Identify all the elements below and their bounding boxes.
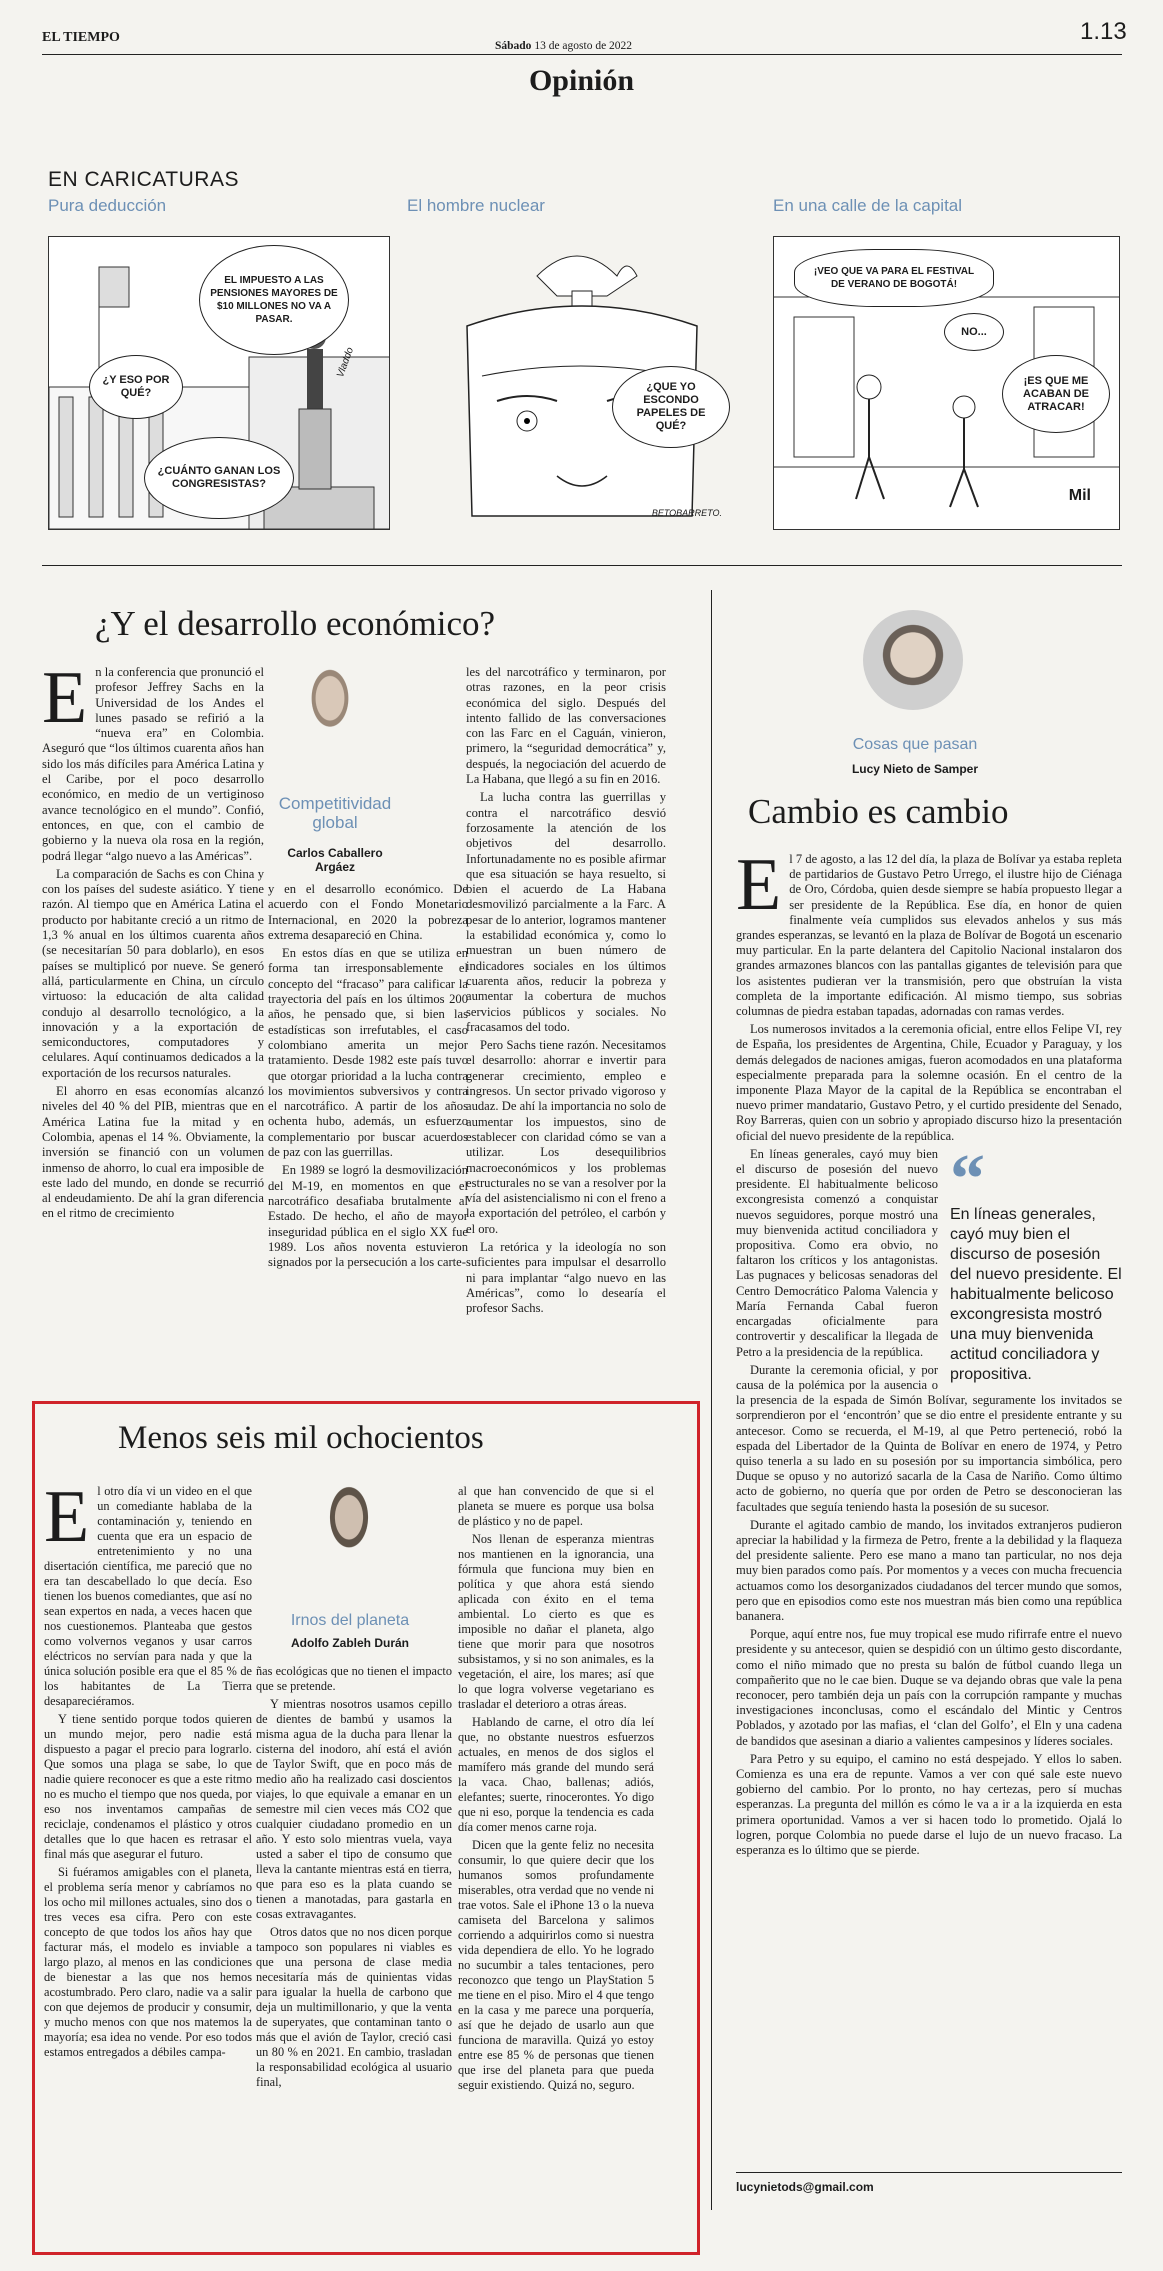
article3-top-p2: En líneas generales, cayó muy bien el discurso de posesión del nuevo presidente. El habitualmente belicoso excongresista comenzó a conquistar nuevos seguidores, porque mostró una muy bienvenida actitud conciliadora y propositiva. Como era obvio, no faltaron los críticos y los antagonistas. Las pugnaces y belicosas senadoras del Centro Democrático Paloma Valencia y María Fernanda Cabal fueron encargadas oficialmente para controvertir y descalificar la llegada de Petro a la presidencia de la república. bbox=[736, 1146, 938, 1359]
article2-dropcap: E bbox=[44, 1476, 90, 1558]
article2-col3-p1: Nos llenan de esperanza mientras nos mantienen en la ignorancia, una fórmula que funciona muy bien en política y que ahora está siendo aplicada con éxito en el tema ambiental. Lo cierto es que es imposible no dañar el planeta, algo tiene que morir para que nosotros subsistamos, y si no son animales, es la vegetación, el aire, los mares; así que lo que logra volverse vegetariano es trasladar el deterioro a otras áreas. bbox=[458, 1532, 654, 1711]
section-divider bbox=[42, 565, 1122, 566]
quote-icon: “ bbox=[950, 1140, 985, 1218]
cartoon-hombre-nuclear bbox=[407, 236, 752, 528]
date-line bbox=[495, 40, 632, 52]
header-rule bbox=[42, 54, 1122, 55]
cartoon2-title: El hombre nuclear bbox=[407, 196, 545, 215]
email-rule bbox=[736, 2172, 1122, 2173]
article3-bottom-p2: Para Petro y su equipo, el camino no está despejado. Y ellos lo saben. Comienza es una era de repunte. Vamos a ver con qué sale este nuevo gobierno del cambio. Por lo pronto, no hay certezas, pero sí muchas esperanzas. La pregunta del millón es cómo le va a ir a la izquierda en esta primera oportunidad. Vamos a ver si hacen todo lo prometido. Ojalá lo logren, porque Colombia no puede darse el lujo de un nuevo fracaso. La esperanza es lo último que se pierde. bbox=[736, 1751, 1122, 1857]
article1-col3 bbox=[466, 665, 666, 1365]
caricaturas-label: EN CARICATURAS bbox=[48, 168, 239, 191]
cartoon3-bubble-no: NO... bbox=[944, 313, 1004, 351]
article2-col2-p0: ñas ecológicas que no tienen el impacto que se pretende. bbox=[256, 1664, 452, 1693]
article3-top-p0: l 7 de agosto, a las 12 del día, la plaza de Bolívar ya estaba repleta de partidarios de Gustavo Petro Urrego, el ilustre hijo de Ciénaga de Oro, Córdoba, quien desde siempre se había propuesto llegar a ser presidente de la República. Ese día, en honor de quien finalmente veía cumplidos sus elevados anhelos y sus más grandes esperanzas, se levantó en la plaza de Bolívar de Bogotá un escenario muy particular. En la parte delantera del Capitolio Nacional instalaron dos grandes armazones blancos con las pantallas gigantes de televisión para que los asistentes pudieran ver la transmisión, pero que obstruían la vista completa de la importante edificación. Al mismo tiempo, sus sobrias columnas de piedra estaban tapadas, adornadas con ramas verdes. bbox=[736, 852, 1122, 1019]
article3-quote-text: En líneas generales, cayó muy bien el discurso de posesión del nuevo presidente. El habitualmente belicoso excongresista mostró una muy bienvenida actitud conciliadora y propositiva. bbox=[950, 1205, 1122, 1383]
article1-column-name: Competitividad global bbox=[278, 794, 392, 832]
article3-dropcap: E bbox=[736, 844, 782, 926]
article1-col2-p0: y en el desarrollo económico. De acuerdo con el Fondo Monetario Internacional, en 2020 la pobreza extrema desapareció en China. bbox=[268, 882, 468, 942]
cartoon3-signature: Mil bbox=[1068, 487, 1091, 504]
article2-col2 bbox=[256, 1664, 452, 2244]
article3-title: Cambio es cambio bbox=[748, 792, 1009, 831]
article1-col1-p2: El ahorro en esas economías alcanzó niveles del 40 % del PIB, mientras que en América Latina fue la mitad y en Colombia, apenas el 14 %. Obviamente, la inversión se financió con un volumen inmenso de ahorro, lo cual era imposible de este lado del mundo, en donde se recurrió al endeudamiento. De ahí la gran diferencia en el ritmo de crecimiento bbox=[42, 1084, 264, 1221]
article3-bottom-p0: Durante el agitado cambio de mando, los invitados extranjeros pudieron apreciar la habilidad y la firmeza de Petro, frente a la debilidad y la flaqueza del presidente saliente. Pero ese mano a mano tan particular, no nos deja muy bien parados como país. Por momentos y a veces con mucha frecuencia actuamos como los desorganizados ciudadanos del tercer mundo que somos, pero que en episodios como este nos muestran más bien como una república bananera. bbox=[736, 1517, 1122, 1623]
article2-col1-p0: l otro día vi un video en el que un comediante hablaba de la contaminación y, teniendo en cuenta que era un espacio de entretenimiento y no una disertación científica, me pareció que no era tan descabellado lo que decía. Eso tienen los buenos comediantes, que así no sean expertos en nada, a veces hacen que nos cuestionemos. Planteaba que gestos como volvernos veganos y usar carros eléctricos no servían para nada y que la única solución posible era que el 85 % de los habitantes de La Tierra desapareciéramos. bbox=[44, 1484, 252, 1708]
article1-dropcap: E bbox=[42, 657, 88, 739]
article2-col2-p2: Otros datos que no nos dicen porque tampoco son populares ni viables es que una persona de clase media necesitaría más de quinientas vidas para igualar la huella de carbono que deja un multimillonario, y que la venta de superyates, que contaminan tanto o más que el avión de Taylor, creció casi un 80 % en 2021. En cambio, trasladan la responsabilidad ecológica al usuario final, bbox=[256, 1925, 452, 2089]
article1-col1 bbox=[42, 657, 264, 1365]
article1-author: Carlos Caballero Argáez bbox=[287, 846, 383, 874]
cartoon2-bubble-papeles: ¿QUE YO ESCONDO PAPELES DE QUÉ? bbox=[612, 366, 730, 448]
article2-col3-p3: Dicen que la gente feliz no necesita consumir, lo que quiere decir que los humanos somos profundamente miserables, otra verdad que no vende ni trae votos. Sale el iPhone 13 o la nueva camiseta del Barcelona y salimos corriendo a adquirirlos como si nuestra vida dependiera de ello. Yo he logrado no sucumbir a tales tentaciones, pero reconozco que tengo un PlayStation 5 me tiene en el piso. Miro el 4 que tengo en la casa y me parece una porquería, así que he dejado de usarlo aun que funciona de maravilla. Quizá yo estoy entre ese 85 % de personas que tienen que irse del planeta para que pueda seguir existiendo. Quizá no, seguro. bbox=[458, 1838, 654, 2092]
cartoon1-signature: Vladdo bbox=[334, 345, 356, 380]
date-day: Sábado bbox=[495, 40, 532, 52]
article3-column-name: Cosas que pasan bbox=[852, 736, 978, 753]
article2-col2-p1: Y mientras nosotros usamos cepillo de dientes de bambú y usamos la misma agua de la ducha para llenar la cisterna del inodoro, ahí está el avión de Taylor Swift, que en poco más de medio año ha realizado casi doscientos viajes, lo que equivale a emanar en un semestre mil cien veces más CO2 que cualquier ciudadano promedio en un año. Y esto solo mientras vuela, vaya usted a saber el tipo de consumo que lleva la cantante mientras está en tierra, que para eso es la plata cuando se tienen a manotadas, para gastarla en cosas extravagantes. bbox=[256, 1697, 452, 1921]
page-number: 1.13 bbox=[1080, 18, 1127, 45]
article2-col3-p2: Hablando de carne, el otro día leí que, no obstante nuestros esfuerzos actuales, en menos de dos siglos el mamífero más grande del mundo será la vaca. Chao, ballenas; adiós, elefantes; suerte, rinocerontes. Yo digo que ni eso, porque la tendencia es cada día comer menos carne roja. bbox=[458, 1715, 654, 1834]
article2-author-photo bbox=[310, 1484, 388, 1579]
article3-email: lucynietods@gmail.com bbox=[736, 2180, 874, 2194]
article3-top-p1: Los numerosos invitados a la ceremonia oficial, entre ellos Felipe VI, rey de España, los presidentes de Argentina, Chile, Ecuador y Paraguay, y los demás delegados de naciones amigas, fueron acomodados en una plataforma especialmente preparada para la solemne ocasión. En el centro de la imponente Plaza Mayor de la capital de la República se encontraban el nuevo primer mandatario, Gustavo Petro, y el curtido presidente del Senado, Roy Barreras, quien con un sobrio y apropiado discurso hizo la presentación oficial del nuevo presidente de la república. bbox=[736, 1022, 1122, 1143]
cartoon2-signature: BETOBARRETO. bbox=[651, 508, 722, 518]
article1-col3-p3: La retórica y la ideología no son suficientes para impulsar el desarrollo ni para implantar “algo nuevo en las Américas”, como lo desearía el profesor Sachs. bbox=[466, 1239, 666, 1316]
cartoon3-bubble-festival: ¡VEO QUE VA PARA EL FESTIVAL DE VERANO DE BOGOTÁ! bbox=[794, 249, 994, 307]
cartoon-calle-capital bbox=[773, 236, 1120, 530]
article3-pullquote bbox=[950, 1140, 1122, 1385]
cartoon1-title: Pura deducción bbox=[48, 196, 167, 215]
cartoon3-bubble-atracar: ¡ES QUE ME ACABAN DE ATRACAR! bbox=[1002, 355, 1110, 433]
article2-col3-p0: al que han convencido de que si el planeta se muere es porque usa bolsa de plástico y no de papel. bbox=[458, 1484, 654, 1528]
column-divider bbox=[711, 590, 712, 2210]
article1-col2-p2: En 1989 se logró la desmovilización del M-19, en momentos en que el narcotráfico desafiaba brutalmente al Estado. De hecho, el año de mayor inseguridad pública en el siglo XX fue 1989. Los años noventa estuvieron signados por la persecución a los carte- bbox=[268, 1163, 468, 1270]
article2-col1-p2: Si fuéramos amigables con el planeta, el problema sería menor y cabríamos no los ocho mil millones actuales, sino dos o tres veces esa cifra. Pero con este concepto de que todos los años hay que facturar más, el modelo es inviable a largo plazo, al menos en las condiciones de bienestar a las que nos hemos acostumbrado. Pero claro, nadie va a salir con que dejemos de producir y consumir, y mucho menos con que nos matemos la mayoría; esa idea no vende. Por eso todos estamos entregados a débiles campa- bbox=[44, 1865, 252, 2059]
article2-column-name: Irnos del planeta bbox=[290, 1612, 410, 1629]
cartoon1-bubble-por-que: ¿Y ESO POR QUÉ? bbox=[89, 355, 183, 419]
article2-col3 bbox=[458, 1484, 654, 2244]
article1-col3-p0: les del narcotráfico y terminaron, por otras razones, en la peor crisis económica del siglo. Después del intento fallido de las conversaciones con las Farc en el Caguán, vinieron, primero, la “seguridad democrática” y, después, la negociación del acuerdo de La Habana, que llegó a su fin en 2016. bbox=[466, 665, 666, 787]
article3-top-p3: Durante la ceremonia oficial, y por causa de la polémica por la ausencia o la presencia de la espada de Simón Bolívar, seguramente los invitados se sorprendieron por el ‘encontrón’ que se dio entre el presidente entrante y su antecesor. Como se recuerda, el M-19, al que Petro perteneció, robó la espada del Libertador de la Quinta de Bolívar en enero de 1974, y Petro quiso tenerla a su lado en su posesión por su importancia simbólica, pero Duque se opuso y no autorizó sacarla de la Casa de Nariño. Como último acto de gobierno, no quería que por orden de Petro se desconocieran las facultades que seguía teniendo hasta la posesión de su sucesor. bbox=[736, 1362, 1122, 1514]
article1-col3-p1: La lucha contra las guerrillas y contra el narcotráfico desvió forzosamente la atención de los objetivos del desarrollo. Infortunadamente no es posible afirmar que esa situación se haya resuelto, si bien el acuerdo de La Habana desmovilizó parcialmente a la Farc. A pesar de lo anterior, logramos mantener la estabilidad económica y, como lo muestran un buen número de indicadores sociales en los últimos cuarenta años, reducir la pobreza y aumentar la cobertura de muchos servicios públicos y sociales. No fracasamos del todo. bbox=[466, 790, 666, 1034]
date-rest: 13 de agosto de 2022 bbox=[534, 40, 633, 52]
masthead: EL TIEMPO bbox=[42, 30, 120, 45]
article1-col2-p1: En estos días en que se utiliza en forma tan irresponsablemente el concepto del “fracaso” para calificar la trayectoria del país en los últimos 200 años, he pensado que, si bien las estadísticas son irrefutables, el caso colombiano amerita un mejor tratamiento. Desde 1982 este país tuvo que otorgar prioridad a la lucha contra los movimientos subversivos y contra el narcotráfico. A partir de los años ochenta hubo, además, un esfuerzo complementario por buscar acuerdos de paz con las guerrillas. bbox=[268, 946, 468, 1160]
article3-bottom-p1: Porque, aquí entre nos, fue muy tropical ese mudo rifirrafe entre el nuevo presidente y su antecesor, quien se despidió con un último gesto discordante, como el niño mimado que no presta su balón de fútbol cuando llega un compañerito que no le cae bien. Duque se va dejando obras que vale la pena reconocer, pero también deja un país con la corrupción rampante y muchas investigaciones inconclusas, como el escándalo del Mintic y Centros Poblados, y azotado por las mafias, el ‘clan del Golfo’, el Eln y una cadena de bandidos que asesinan a diario a valientes campesinos y líderes sociales. bbox=[736, 1627, 1122, 1748]
article1-author-photo bbox=[290, 665, 370, 760]
article1-col1-p1: La comparación de Sachs es con China y con los países del sudeste asiático. Y tiene razón. Al tiempo que en América Latina el producto por habitante creció a un ritmo de 1,3 % anual en los últimos cuarenta años (se necesitarían 50 para doblarlo), en esos países se multiplicó por nueve. Se generó allá, particularmente en China, un círculo virtuoso: la educación de alta calidad condujo al desarrollo tecnológico, a la innovación y a la exportación de semiconductores, computadores y celulares. Aquí continuamos dedicados a la exportación de los recursos naturales. bbox=[42, 866, 264, 1080]
section-title: Opinión bbox=[528, 64, 635, 97]
cartoon3-title: En una calle de la capital bbox=[773, 196, 963, 215]
cartoon1-bubble-pensiones: EL IMPUESTO A LAS PENSIONES MAYORES DE $10 MILLONES NO VA A PASAR. bbox=[199, 245, 349, 355]
article2-author: Adolfo Zableh Durán bbox=[291, 1636, 409, 1650]
cartoon-pura-deduccion bbox=[48, 236, 390, 530]
article1-col2 bbox=[268, 882, 468, 1362]
article3-author-photo bbox=[863, 610, 963, 710]
article2-title: Menos seis mil ochocientos bbox=[118, 1420, 484, 1456]
article2-col1 bbox=[44, 1476, 252, 2244]
article1-col3-p2: Pero Sachs tiene razón. Necesitamos el desarrollo: ahorrar e invertir para generar crecimiento, empleo e ingresos. Un sector privado vigoroso y audaz. De ahí la importancia no solo de aumentar los impuestos, sino de establecer con claridad cómo se van a utilizar. Los desequilibrios macroeconómicos y los problemas estructurales no se van a resolver por la vía del asistencialismo ni con el freno a la exportación del petróleo, el carbón y el oro. bbox=[466, 1038, 666, 1236]
article1-col1-p0: n la conferencia que pronunció el profesor Jeffrey Sachs en la Universidad de los Andes el lunes pasado se refirió a la “nueva era” en Colombia. Aseguró que “los últimos cuarenta años han sido los más difíciles para América Latina y el Caribe, por el poco desarrollo económico, en medio de un vertiginoso avance tecnológico en el mundo”. Confió, entonces, en que, con el cambio de gobierno y la nueva ola rosa en la región, podrá llegar “algo nuevo a las Américas”. bbox=[42, 665, 264, 863]
cartoon1-bubble-congresistas: ¿CUÁNTO GANAN LOS CONGRESISTAS? bbox=[144, 437, 294, 519]
article1-title: ¿Y el desarrollo económico? bbox=[95, 604, 496, 643]
article3-author: Lucy Nieto de Samper bbox=[851, 762, 979, 776]
article3-col-top bbox=[736, 844, 1122, 1857]
article2-col1-p1: Y tiene sentido porque todos quieren un mundo mejor, pero nadie está dispuesto a pagar el precio para lograrlo. Que somos una plaga se sabe, lo que nadie quiere reconocer es que a este ritmo no es mucho el tiempo que nos queda, por eso nos inventamos campañas de reciclaje, condenamos el plástico y otros detalles que lo que hacen es retrasar el final más que asegurar el futuro. bbox=[44, 1712, 252, 1861]
